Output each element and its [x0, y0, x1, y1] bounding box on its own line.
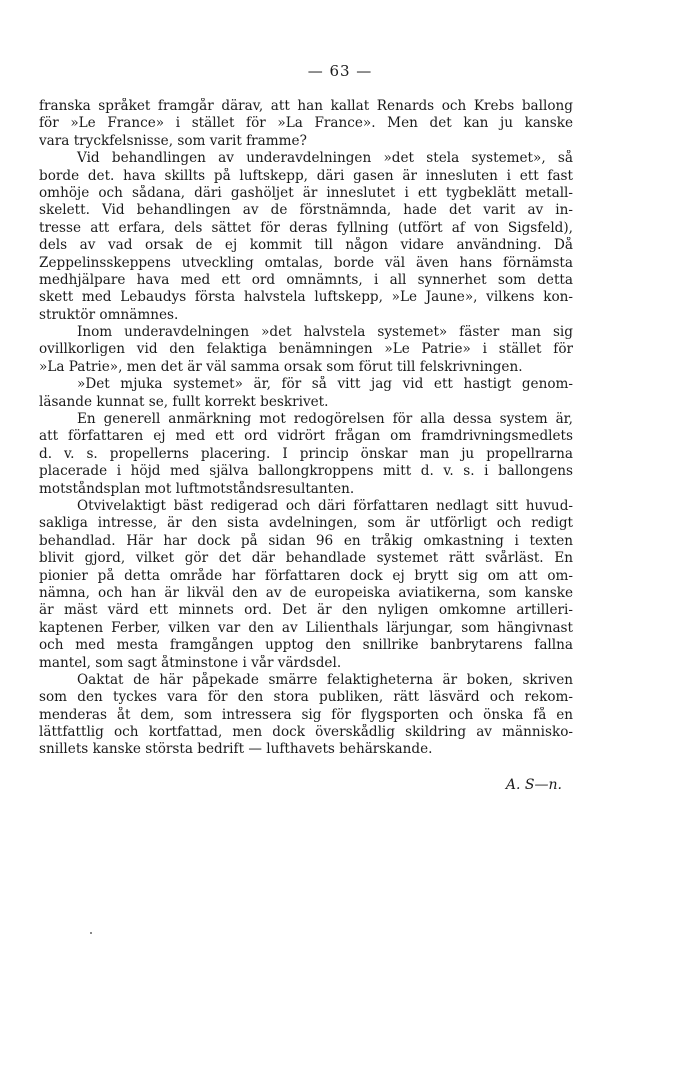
text-line: skett med Lebaudys första halvstela luftskepp, »Le Jaune», vilkens kon-: [39, 289, 573, 306]
text-line: behandlad. Här har dock på sidan 96 en tråkig omkastning i texten: [39, 532, 573, 549]
text-line: för »Le France» i stället för »La France». Men det kan ju kanske: [39, 115, 573, 132]
paragraph: [39, 324, 573, 376]
text-line: sakliga intresse, är den sista avdelningen, som är utförligt och redigt: [39, 515, 573, 532]
text-line: En generell anmärkning mot redogörelsen för alla dessa system är,: [77, 411, 573, 428]
page-number: — 63 —: [307, 62, 373, 80]
text-line: ovillkorligen vid den felaktiga benämningen »Le Patrie» i stället för: [39, 341, 573, 358]
text-line: franska språket framgår därav, att han kallat Renards och Krebs ballong: [39, 98, 573, 114]
text-line: »Det mjuka systemet» är, för så vitt jag vid ett hastigt genom-: [77, 376, 573, 393]
text-line: Inom underavdelningen »det halvstela systemet» fäster man sig: [77, 324, 573, 341]
text-line: som den tyckes vara för den stora publiken, rätt läsvärd och rekom-: [39, 689, 573, 706]
text-line: Zeppelinsskeppens utveckling omtalas, borde väl även hans förnämsta: [39, 254, 573, 271]
text-line: d. v. s. propellerns placering. I princip önskar man ju propellrarna: [39, 445, 573, 462]
text-line: struktör omnämnes.: [39, 306, 179, 323]
text-line: kaptenen Ferber, vilken var den av Lilienthals lärjungar, som hängivnast: [39, 619, 573, 636]
text-line: mantel, som sagt åtminstone i vår värdsdel.: [39, 654, 342, 671]
text-line: medhjälpare hava med ett ord omnämnts, i all synnerhet som detta: [39, 271, 573, 288]
text-line: Vid behandlingen av underavdelningen »det stela systemet», så: [77, 150, 573, 167]
text-line: och med mesta framgången upptog den snillrike banbrytarens fallna: [39, 637, 573, 654]
text-line: tresse att erfara, dels sättet för deras fyllning (utfört af von Sigsfeld),: [39, 219, 573, 236]
paragraph: [39, 150, 573, 324]
text-line: menderas åt dem, som intressera sig för flygsporten och önska få en: [39, 706, 573, 723]
text-line: snillets kanske största bedrift — lufthavets behärskande.: [39, 741, 433, 758]
text-line: »La Patrie», men det är väl samma orsak som förut till felskrivningen.: [39, 358, 523, 375]
text-line: borde det. hava skillts på luftskepp, däri gasen är innesluten i ett fast: [39, 167, 573, 184]
paragraph: [39, 498, 573, 672]
paragraph: [39, 376, 573, 411]
text-line: skelett. Vid behandlingen av de förstnämnda, hade det varit av in-: [39, 202, 573, 219]
body-text: [39, 98, 573, 759]
text-line: lättfattlig och kortfattad, men dock överskådlig skildring av människo-: [39, 724, 573, 741]
text-line: nämna, och han är likväl den av de europeiska aviatikerna, som kanske: [39, 584, 573, 601]
paragraph: [39, 672, 573, 759]
text-line: vara tryckfelsnisse, som varit framme?: [39, 132, 307, 149]
text-line: pionier på detta område har författaren dock ej brytt sig om att om-: [39, 567, 573, 584]
text-line: Oaktat de här påpekade smärre felaktigheterna är boken, skriven: [77, 671, 573, 688]
text-line: placerade i höjd med själva ballongkroppens mitt d. v. s. i ballongens: [39, 463, 573, 480]
print-speck: [90, 932, 92, 934]
text-line: är mäst värd ett minnets ord. Det är den nyligen omkomne artilleri-: [39, 602, 573, 619]
text-line: motståndsplan mot luftmotståndsresultanten.: [39, 480, 355, 497]
paragraph: [39, 98, 573, 150]
text-line: blivit gjord, vilket gör det där behandlade systemet rätt svårläst. En: [39, 550, 573, 567]
text-line: läsande kunnat se, fullt korrekt beskrivet.: [39, 393, 329, 410]
paragraph: [39, 411, 573, 498]
text-line: att författaren ej med ett ord vidrört frågan om framdrivningsmedlets: [39, 428, 573, 445]
text-line: dels av vad orsak de ej kommit till någon vidare användning. Då: [39, 237, 573, 254]
text-line: Otvivelaktigt bäst redigerad och däri författaren nedlagt sitt huvud-: [77, 497, 573, 514]
author-signature: A. S—n.: [505, 777, 562, 793]
text-line: omhöje och sådana, däri gashöljet är inneslutet i ett tygbeklätt metall-: [39, 184, 573, 201]
